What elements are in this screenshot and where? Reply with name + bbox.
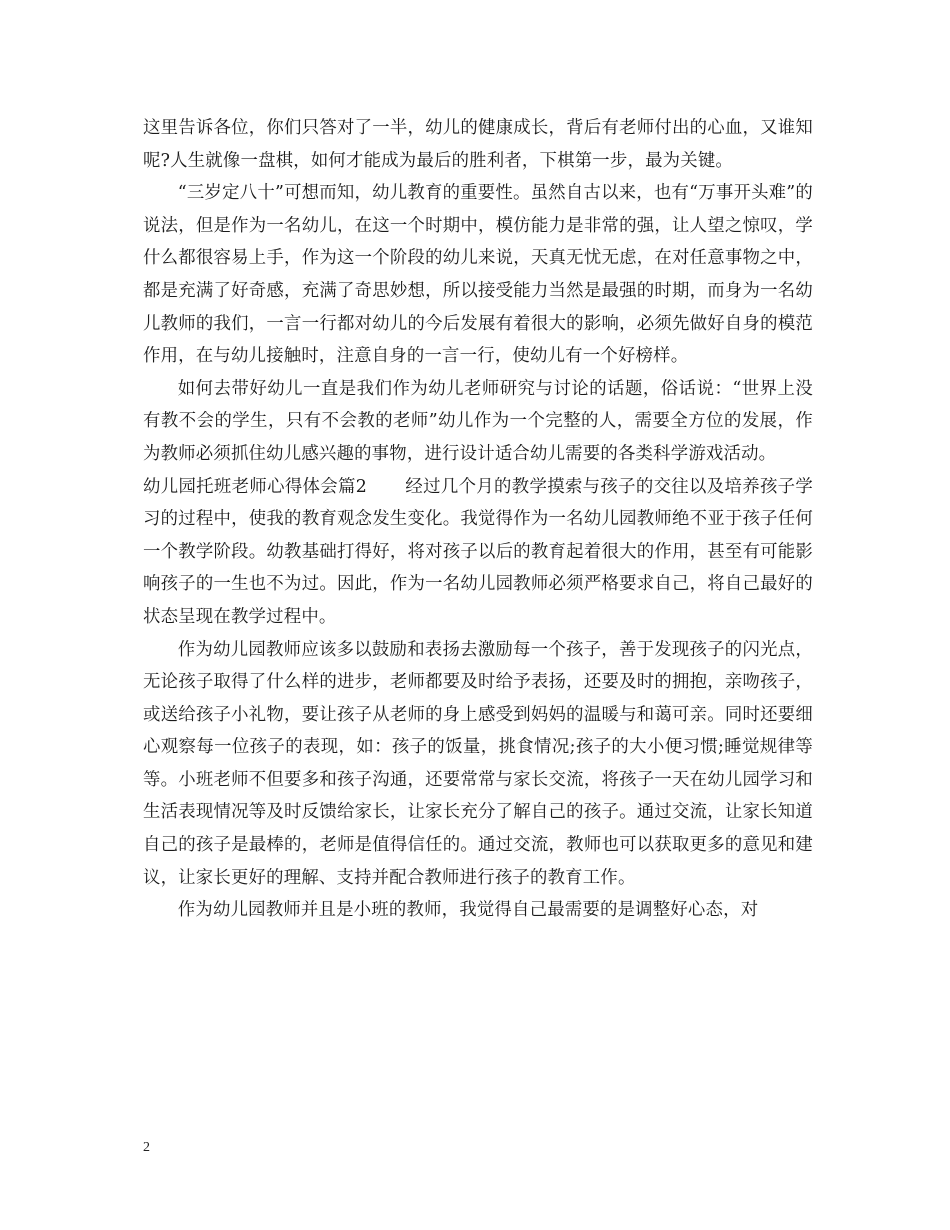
paragraph-4-body: 经过几个月的教学摸索与孩子的交往以及培养孩子学习的过程中，使我的教育观念发生变化。我觉得作为一名幼儿园教师绝不亚于孩子任何一个教学阶段。幼教基础打得好，将对孩子以后的教育起着很大的作用，甚至有可能影响孩子的一生也不为过。因此，作为一名幼儿园教师必须严格要求自己，将自己最好的状态呈现在教学过程中。 xyxy=(143,476,813,627)
paragraph-4 xyxy=(143,471,813,634)
paragraph-2: “三岁定八十”可想而知，幼儿教育的重要性。虽然自古以来，也有“万事开头难”的说法，但是作为一名幼儿，在这一个时期中，模仿能力是非常的强，让人望之惊叹，学什么都很容易上手，作为这一个阶段的幼儿来说，天真无忧无虑，在对任意事物之中，都是充满了好奇感，充满了奇思妙想，所以接受能力当然是最强的时期，而身为一名幼儿教师的我们，一言一行都对幼儿的今后发展有着很大的影响，必须先做好自身的模范作用，在与幼儿接触时，注意自身的一言一行，使幼儿有一个好榜样。 xyxy=(143,183,813,367)
document-page xyxy=(143,112,813,927)
section-title: 幼儿园托班老师心得体会篇2 xyxy=(143,476,367,497)
paragraph-3: 如何去带好幼儿一直是我们作为幼儿老师研究与讨论的话题，俗话说：“世界上没有教不会的学生，只有不会教的老师”幼儿作为一个完整的人，需要全方位的发展，作为教师必须抓住幼儿感兴趣的事物，进行设计适合幼儿需要的各类科学游戏活动。 xyxy=(143,378,813,464)
paragraph-6: 作为幼儿园教师并且是小班的教师，我觉得自己最需要的是调整好心态，对 xyxy=(177,900,759,921)
paragraph-1: 这里告诉各位，你们只答对了一半，幼儿的健康成长，背后有老师付出的心血，又谁知呢?人生就像一盘棋，如何才能成为最后的胜利者，下棋第一步，最为关键。 xyxy=(143,118,813,171)
page-number: 2 xyxy=(143,1140,150,1155)
paragraph-5: 作为幼儿园教师应该多以鼓励和表扬去激励每一个孩子，善于发现孩子的闪光点，无论孩子取得了什么样的进步，老师都要及时给予表扬，还要及时的拥抱，亲吻孩子，或送给孩子小礼物，要让孩子从老师的身上感受到妈妈的温暖与和蔼可亲。同时还要细心观察每一位孩子的表现，如：孩子的饭量，挑食情况;孩子的大小便习惯;睡觉规律等等。小班老师不但要多和孩子沟通，还要常常与家长交流，将孩子一天在幼儿园学习和生活表现情况等及时反馈给家长，让家长充分了解自己的孩子。通过交流，让家长知道自己的孩子是最棒的，老师是值得信任的。通过交流，教师也可以获取更多的意见和建议，让家长更好的理解、支持并配合教师进行孩子的教育工作。 xyxy=(143,639,813,888)
